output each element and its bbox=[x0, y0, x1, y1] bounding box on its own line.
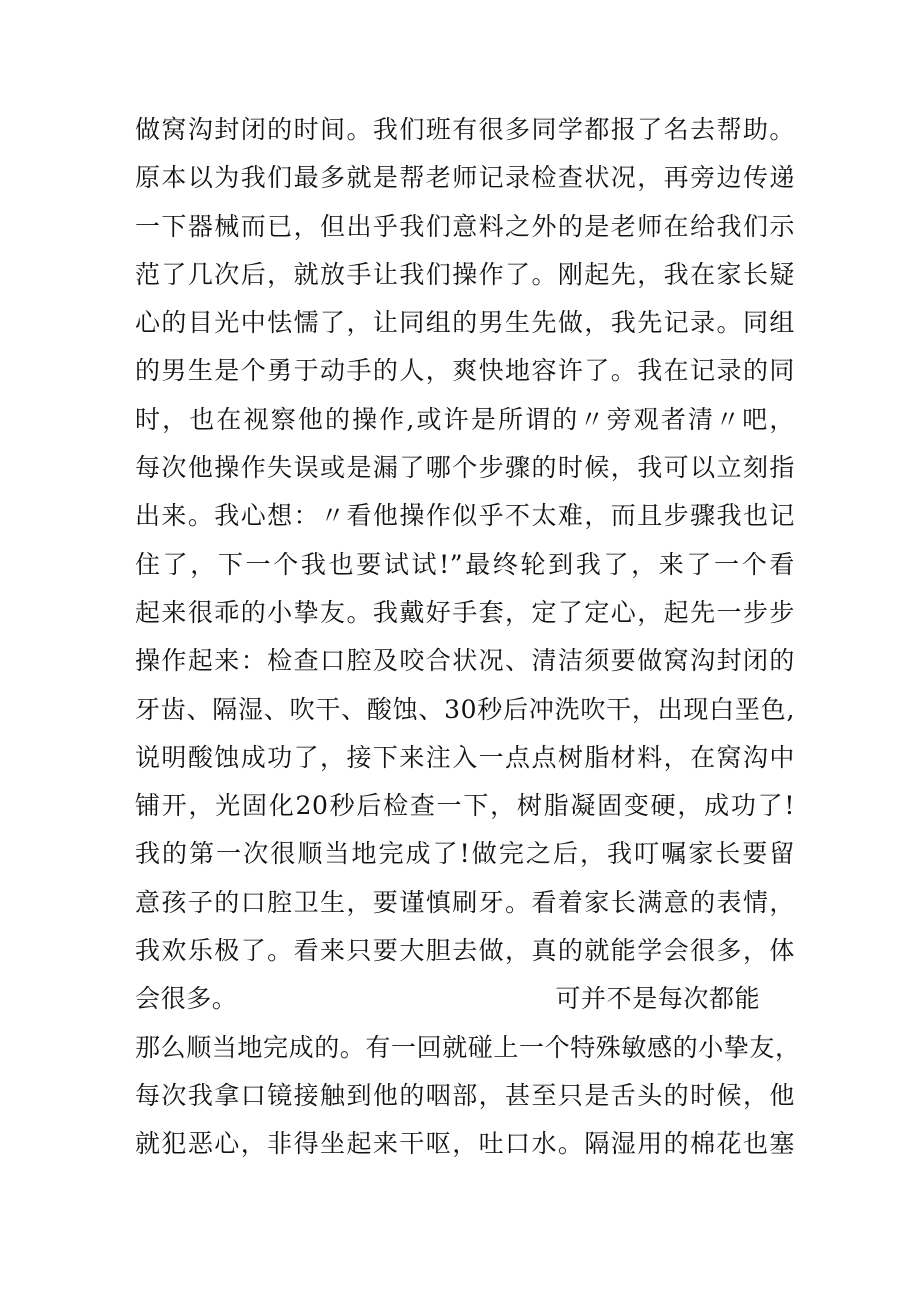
text-line: 那么顺当地完成的。有一回就碰上一个特殊敏感的小挚友， bbox=[135, 1032, 801, 1062]
text-line: 铺开，光固化20秒后检查一下，树脂凝固变硬，成功了! bbox=[135, 791, 795, 821]
text-line: 每次他操作失误或是漏了哪个步骤的时候，我可以立刻指 bbox=[135, 453, 795, 483]
text-line: 起来很乖的小挚友。我戴好手套，定了定心，起先一步步 bbox=[135, 597, 795, 627]
text-line: 就犯恶心，非得坐起来干呕，吐口水。隔湿用的棉花也塞 bbox=[135, 1129, 795, 1159]
text-line: 范了几次后，就放手让我们操作了。刚起先，我在家长疑 bbox=[135, 259, 795, 289]
text-line: 的男生是个勇于动手的人，爽快地容许了。我在记录的同 bbox=[135, 356, 795, 386]
text-line: 说明酸蚀成功了，接下来注入一点点树脂材料，在窝沟中 bbox=[135, 742, 795, 772]
text-line: 我的第一次很顺当地完成了!做完之后，我叮嘱家长要留 bbox=[135, 839, 795, 869]
text-line: 心的目光中怯懦了，让同组的男生先做，我先记录。同组 bbox=[135, 308, 795, 338]
text-gap bbox=[237, 975, 555, 1023]
text-line: 我欢乐极了。看来只要大胆去做，真的就能学会很多，体 bbox=[135, 936, 795, 966]
text-line-split bbox=[135, 975, 795, 1023]
text-line: 一下器械而已，但出乎我们意料之外的是老师在给我们示 bbox=[135, 211, 795, 241]
text-line: 操作起来：检查口腔及咬合状况、清洁须要做窝沟封闭的 bbox=[135, 646, 795, 676]
split-line-right: 可并不是每次都能 bbox=[555, 984, 761, 1014]
text-line: 出来。我心想：〃看他操作似乎不太难，而且步骤我也记 bbox=[135, 501, 795, 531]
text-line: 原本以为我们最多就是帮老师记录检查状况，再旁边传递 bbox=[135, 163, 795, 193]
text-line: 牙齿、隔湿、吹干、酸蚀、30秒后冲洗吹干，出现白垩色, bbox=[135, 694, 795, 724]
body-text bbox=[135, 106, 801, 1169]
text-line: 做窝沟封闭的时间。我们班有很多同学都报了名去帮助。 bbox=[135, 115, 795, 144]
text-line: 意孩子的口腔卫生，要谨慎刷牙。看着家长满意的表情， bbox=[135, 887, 795, 917]
text-line: 住了，下一个我也要试试!”最终轮到我了，来了一个看 bbox=[135, 549, 795, 579]
split-line-left: 会很多。 bbox=[135, 984, 238, 1014]
text-line: 时，也在视察他的操作,或许是所谓的〃旁观者清〃吧， bbox=[135, 404, 795, 434]
text-line: 每次我拿口镜接触到他的咽部，甚至只是舌头的时候，他 bbox=[135, 1080, 795, 1110]
